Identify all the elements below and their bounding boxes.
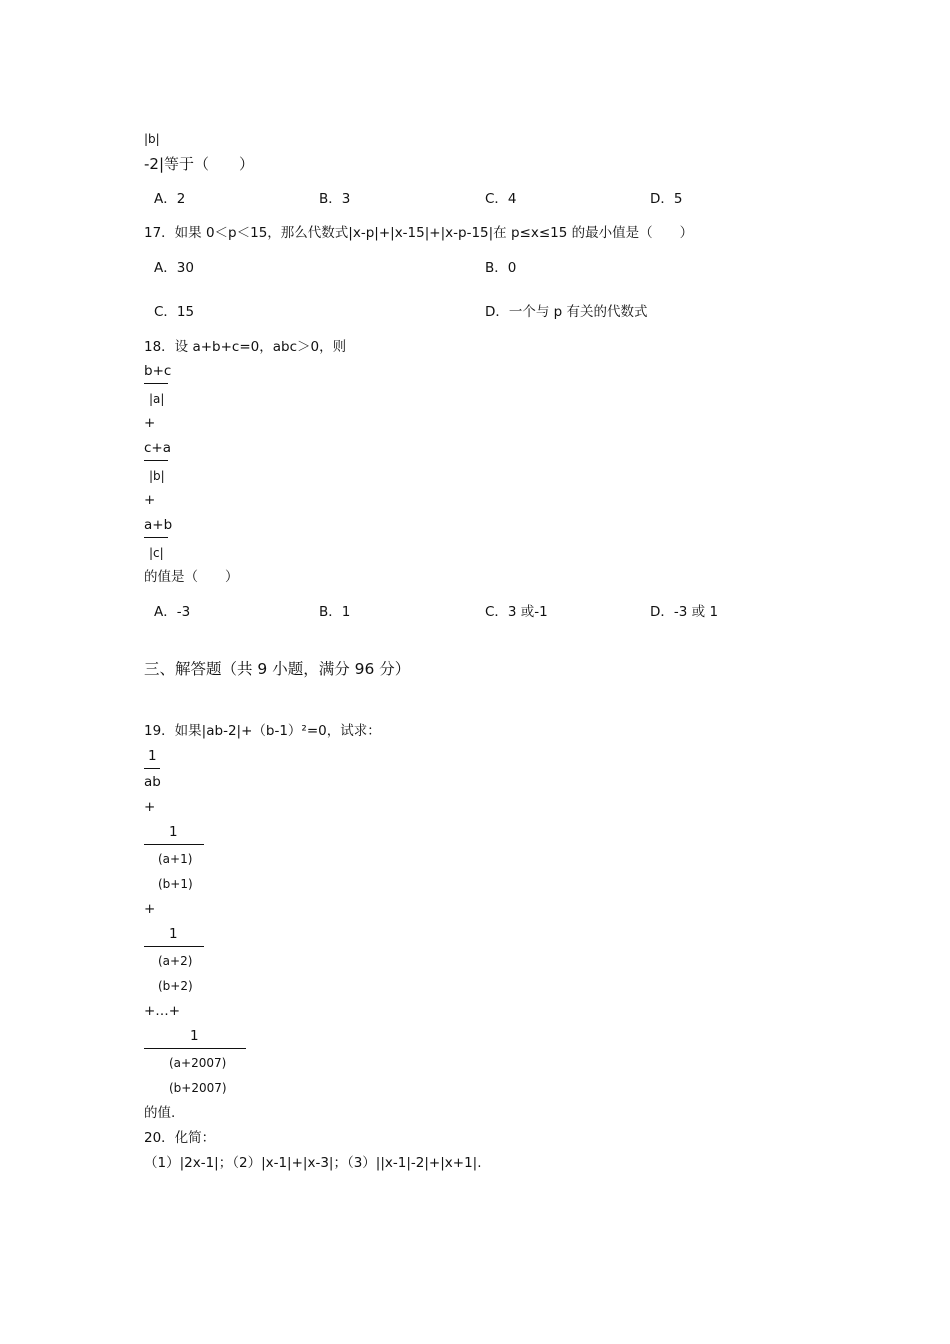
q18-stem: 18．设 a+b+c=0，abc＞0，则 xyxy=(144,339,347,355)
q18-frac2-denominator: |b| xyxy=(149,469,165,483)
q16-option-a: A．2 xyxy=(154,191,186,207)
q19-f2-numerator: 1 xyxy=(169,824,178,840)
q18-option-a: A．-3 xyxy=(154,604,191,620)
q18-frac1-bar xyxy=(144,383,168,384)
q17-option-a: A．30 xyxy=(154,260,194,276)
q17-stem: 17．如果 0＜p＜15，那么代数式|x-p|+|x-15|+|x-p-15|在 p≤x≤15 的最小值是（ ） xyxy=(144,225,694,241)
q18-plus-1: + xyxy=(144,415,156,431)
q19-f2-denominator-b: (b+1) xyxy=(158,877,193,891)
q18-frac1-denominator: |a| xyxy=(149,392,165,406)
q19-stem: 19．如果|ab-2|+（b-1）²=0，试求： xyxy=(144,723,381,739)
q17-option-d: D．一个与 p 有关的代数式 xyxy=(485,304,648,320)
q19-f4-denominator-b: (b+2007) xyxy=(169,1081,227,1095)
q19-f3-numerator: 1 xyxy=(169,926,178,942)
q20-stem: 20．化简： xyxy=(144,1130,216,1146)
q19-f1-numerator: 1 xyxy=(148,748,157,764)
q19-f4-numerator: 1 xyxy=(190,1028,199,1044)
q19-f3-denominator-a: (a+2) xyxy=(158,954,193,968)
q18-frac3-numerator: a+b xyxy=(144,517,173,533)
q19-plus-2: + xyxy=(144,901,156,917)
q18-frac3-bar xyxy=(144,537,168,538)
q19-f4-denominator-a: (a+2007) xyxy=(169,1056,227,1070)
q20-parts: （1）|2x-1|；（2）|x-1|+|x-3|；（3）||x-1|-2|+|x+1|. xyxy=(144,1155,482,1171)
q19-f2-bar xyxy=(144,844,204,845)
q16-option-d: D．5 xyxy=(650,191,683,207)
q19-f3-bar xyxy=(144,946,204,947)
q18-tail: 的值是（ ） xyxy=(144,569,239,585)
q18-frac2-numerator: c+a xyxy=(144,440,172,456)
q19-tail: 的值. xyxy=(144,1105,176,1121)
q19-f4-bar xyxy=(144,1048,246,1049)
q18-option-b: B．1 xyxy=(319,604,351,620)
q18-frac1-numerator: b+c xyxy=(144,363,172,379)
q18-frac2-bar xyxy=(144,460,168,461)
q16-option-b: B．3 xyxy=(319,191,351,207)
q19-f3-denominator-b: (b+2) xyxy=(158,979,193,993)
q19-f2-denominator-a: (a+1) xyxy=(158,852,193,866)
q19-plus-1: + xyxy=(144,799,156,815)
q18-plus-2: + xyxy=(144,492,156,508)
q19-ellipsis: +…+ xyxy=(144,1003,181,1019)
q18-option-d: D．-3 或 1 xyxy=(650,604,719,620)
abs-b-text: |b| xyxy=(144,132,160,146)
q18-frac3-denominator: |c| xyxy=(149,546,164,560)
q17-option-c: C．15 xyxy=(154,304,195,320)
q17-option-b: B．0 xyxy=(485,260,517,276)
q16-line: -2|等于（ ） xyxy=(144,155,255,173)
q19-f1-bar xyxy=(144,768,160,769)
section-title: 三、解答题（共 9 小题，满分 96 分） xyxy=(144,660,411,678)
q16-option-c: C．4 xyxy=(485,191,517,207)
q19-f1-denominator: ab xyxy=(144,774,161,790)
q18-option-c: C．3 或-1 xyxy=(485,604,548,620)
